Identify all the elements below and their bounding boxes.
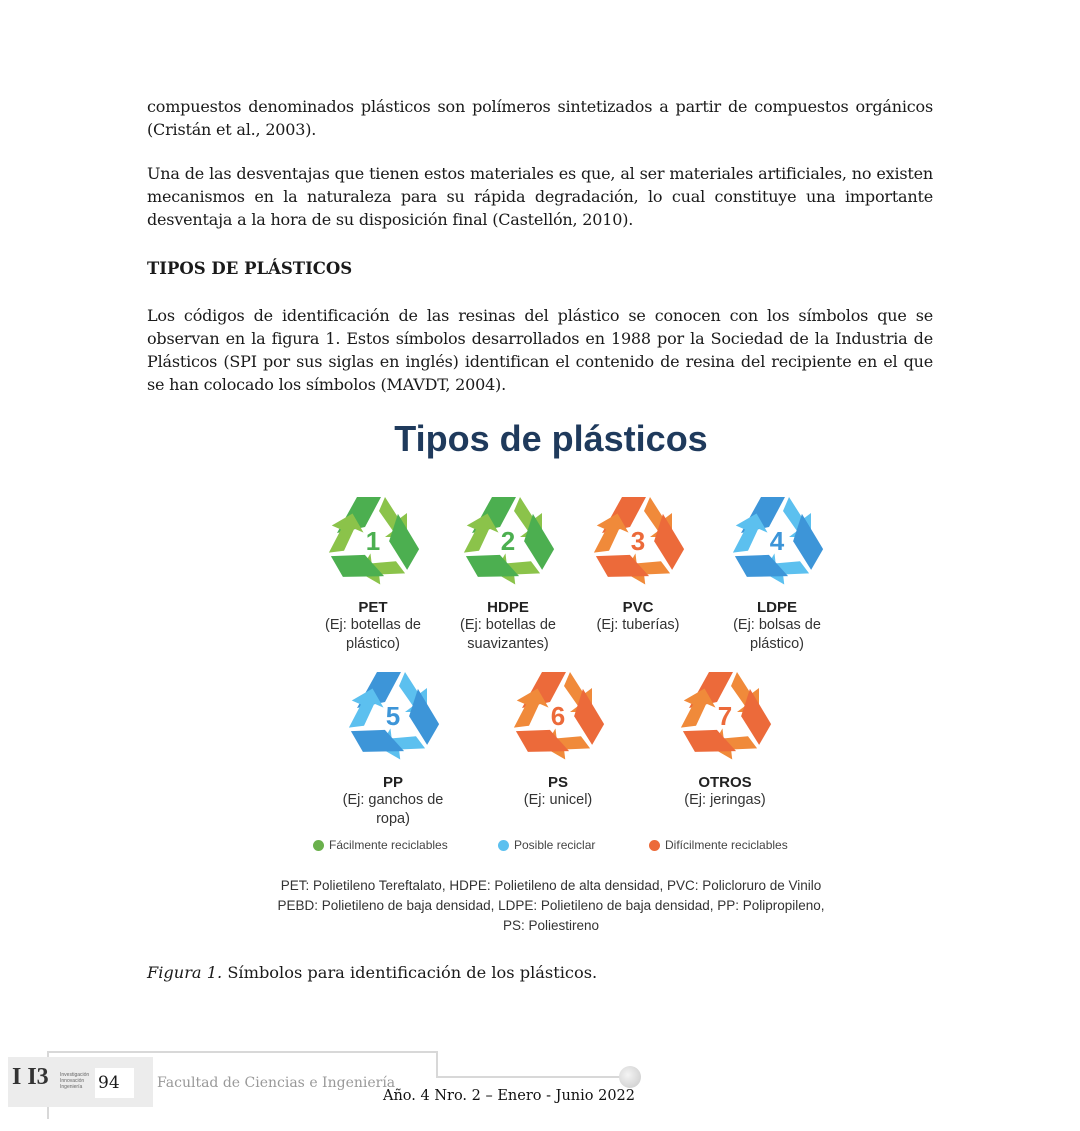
- caption-label: Figura 1.: [147, 963, 223, 982]
- footer-faculty: Facultad de Ciencias e Ingeniería: [157, 1075, 396, 1091]
- footer-divider: [47, 1051, 437, 1053]
- recycle-icon: [335, 660, 451, 772]
- figure-title: Tipos de plásticos: [394, 418, 708, 459]
- page-number: 94: [95, 1068, 134, 1098]
- legend-item: [313, 838, 448, 852]
- paragraph: compuestos denominados plásticos son polímeros sintetizados a partir de compuestos orgánicos (Cristán et al., 2003).: [147, 97, 933, 139]
- resin-number: 5: [385, 701, 401, 731]
- figure-caption: [147, 963, 597, 982]
- recycle-arrow: [641, 514, 694, 570]
- resin-number: 2: [500, 526, 516, 556]
- section-heading: TIPOS DE PLÁSTICOS: [147, 259, 353, 278]
- resin-code: PVC: [622, 599, 654, 616]
- recycle-icon: [450, 485, 566, 597]
- figure-plastic-types: [255, 410, 847, 940]
- legend-item: [498, 838, 595, 852]
- resin-number: 6: [550, 701, 566, 731]
- resin-number: 4: [769, 526, 785, 556]
- abbr-line: PS: Poliestireno: [502, 918, 600, 933]
- legend-dot: [498, 840, 509, 851]
- recycle-arrow: [376, 514, 429, 570]
- recycle-arrow: [396, 689, 449, 745]
- recycle-arrow: [728, 689, 781, 745]
- resin-symbol-ldpe: [712, 485, 842, 654]
- paragraph: Una de las desventajas que tienen estos materiales es que, al ser materiales artificiales, no existen mecanismos en la naturaleza para su rápida degradación, lo cual constituye una importante desventaja a la hora de su disposición final (Castellón, 2010).: [147, 164, 933, 229]
- recycle-icon: [719, 485, 835, 597]
- resin-code: PET: [358, 599, 388, 616]
- resin-example: (Ej: unicel): [523, 792, 593, 808]
- resin-example: (Ej: tuberías): [596, 617, 680, 633]
- journal-logo-text: Investigación Innovación Ingeniería: [60, 1072, 90, 1090]
- paragraph: Los códigos de identificación de las resinas del plástico se conocen con los símbolos que se observan en la figura 1. Estos símbolos desarrollados en 1988 por la Sociedad de la Industria de Plásticos (SPI por sus siglas en inglés) identifican el contenido de resina del recipiente en el que se han colocado los símbolos (MAVDT, 2004).: [147, 306, 933, 394]
- footer-ornament: [619, 1066, 641, 1088]
- recycle-icon: [500, 660, 616, 772]
- resin-number: 3: [630, 526, 646, 556]
- legend-label: Posible reciclar: [514, 838, 596, 852]
- resin-example: (Ej: botellas de suavizantes): [460, 617, 556, 652]
- resin-symbol-pp: [328, 660, 458, 829]
- legend-label: Difícilmente reciclables: [665, 838, 788, 852]
- legend-dot: [313, 840, 324, 851]
- resin-example: (Ej: jeringas): [684, 792, 766, 808]
- resin-number: 7: [717, 701, 733, 731]
- footer-issue: Año. 4 Nro. 2 – Enero - Junio 2022: [383, 1088, 635, 1104]
- resin-code: LDPE: [756, 599, 797, 616]
- resin-symbol-otros: [660, 660, 790, 810]
- footer-divider: [436, 1051, 438, 1076]
- abbreviations: [215, 876, 887, 936]
- resin-code: OTROS: [698, 774, 752, 791]
- recycle-icon: [667, 660, 783, 772]
- resin-symbol-pvc: [573, 485, 703, 635]
- resin-example: (Ej: bolsas de plástico): [733, 617, 821, 652]
- resin-symbol-ps: [493, 660, 623, 810]
- recycle-icon: [580, 485, 696, 597]
- resin-code: HDPE: [487, 599, 529, 616]
- recycle-arrow: [561, 689, 614, 745]
- footer-divider: [436, 1076, 621, 1078]
- resin-example: (Ej: ganchos de ropa): [342, 792, 444, 827]
- legend-dot: [649, 840, 660, 851]
- resin-code: PS: [547, 774, 568, 791]
- legend-label: Fácilmente reciclables: [329, 838, 448, 852]
- abbr-line: PET: Polietileno Tereftalato, HDPE: Polietileno de alta densidad, PVC: Policloruro de Vinilo: [280, 878, 822, 893]
- recycle-icon: [315, 485, 431, 597]
- resin-number: 1: [365, 526, 381, 556]
- resin-example: (Ej: botellas de plástico): [325, 617, 421, 652]
- resin-symbol-pet: [308, 485, 438, 654]
- resin-symbol-hdpe: [443, 485, 573, 654]
- caption-text: Símbolos para identificación de los plásticos.: [222, 963, 598, 982]
- abbr-line: PEBD: Polietileno de baja densidad, LDPE: Polietileno de baja densidad, PP: Polipropileno,: [277, 898, 825, 913]
- recycle-arrow: [780, 514, 833, 570]
- journal-logo: I I3: [12, 1064, 49, 1090]
- resin-code: PP: [382, 774, 403, 791]
- legend-item: [649, 838, 788, 852]
- recycle-arrow: [511, 514, 564, 570]
